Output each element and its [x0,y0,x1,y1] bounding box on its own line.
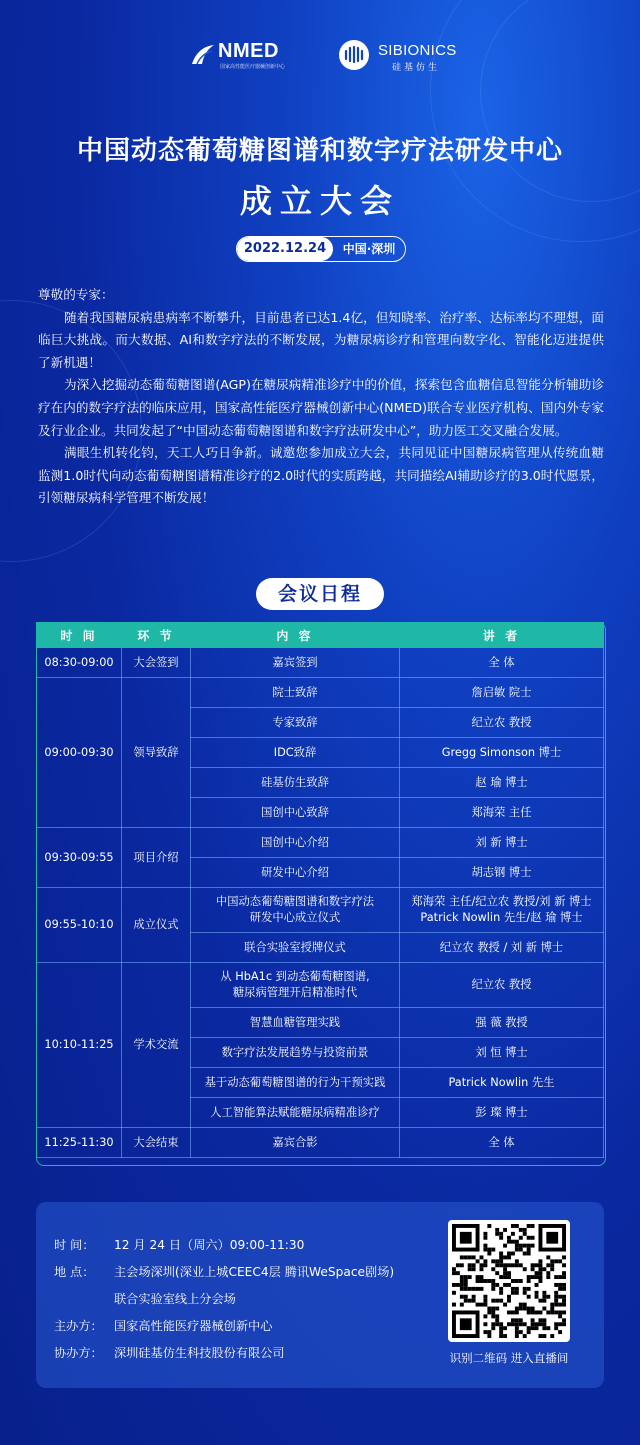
agenda-speaker: 强 薇 教授 [400,1008,604,1038]
qr-code-icon [452,1224,566,1338]
agenda-time: 09:55-10:10 [37,888,122,963]
agenda-speaker: 胡志钢 博士 [400,858,604,888]
page-title: 中国动态葡萄糖图谱和数字疗法研发中心 [76,136,563,166]
agenda-row [37,963,604,1008]
agenda-speaker: 纪立农 教授 [400,708,604,738]
agenda-header-row [37,623,604,648]
agenda-content: 联合实验室授牌仪式 [191,933,400,963]
agenda-content: 嘉宾签到 [191,648,400,678]
info-place-value: 主会场深圳(深业上城CEEC4层 腾讯WeSpace剧场) [114,1265,395,1279]
agenda-segment: 领导致辞 [122,678,191,828]
agenda-time: 09:30-09:55 [37,828,122,888]
agenda-content: 从 HbA1c 到动态葡萄糖图谱, 糖尿病管理开启精准时代 [191,963,400,1008]
agenda-time: 10:10-11:25 [37,963,122,1128]
agenda-segment: 成立仪式 [122,888,191,963]
qr-caption: 识别二维码 进入直播间 [449,1351,569,1365]
agenda-content: 人工智能算法赋能糖尿病精准诊疗 [191,1098,400,1128]
agenda-row [37,888,604,933]
agenda-heading: 会议日程 [256,578,384,610]
agenda-speaker: 彭 璨 博士 [400,1098,604,1128]
info-cohost-label: 协办方： [54,1346,103,1360]
nmed-subtitle: 国家高性能医疗器械创新中心 [220,64,286,70]
agenda-time: 11:25-11:30 [37,1128,122,1158]
sibionics-logo [338,38,458,74]
agenda-speaker: Patrick Nowlin 先生 [400,1068,604,1098]
info-host-value: 国家高性能医疗器械创新中心 [114,1319,273,1333]
agenda-speaker: 赵 瑜 博士 [400,768,604,798]
agenda-content: 数字疗法发展趋势与投资前景 [191,1038,400,1068]
event-info-panel [36,1202,604,1388]
agenda-time: 09:00-09:30 [37,678,122,828]
agenda-speaker: 郑海荣 主任/纪立农 教授/刘 新 博士 Patrick Nowlin 先生/赵 瑜 博士 [400,888,604,933]
sibionics-subtitle: 硅基仿生 [392,63,441,73]
nmed-wing-icon [190,42,216,68]
intro-paragraph: 为深入挖掘动态葡萄糖图谱(AGP)在糖尿病精准诊疗中的价值，探索包含血糖信息智能分析辅助诊疗在内的数字疗法的临床应用，国家高性能医疗器械创新中心(NMED)联合专业医疗机构、国内外专家及行业企业。共同发起了“中国动态葡萄糖图谱和数字疗法研发中心”，助力医工交叉融合发展。 [38,377,604,438]
nmed-wordmark: NMED [218,40,279,62]
info-place [54,1263,394,1280]
info-time-value: 12 月 24 日（周六）09:00-11:30 [114,1238,305,1252]
info-place-label: 地 点： [54,1265,95,1279]
agenda-content: 基于动态葡萄糖图谱的行为干预实践 [191,1068,400,1098]
invitation-text [38,284,604,510]
header-speaker: 讲 者 [400,623,604,648]
info-place-secondary: 联合实验室线上分会场 [114,1292,236,1306]
agenda-row [37,828,604,858]
agenda-segment: 项目介绍 [122,828,191,888]
info-cohost [54,1344,285,1361]
agenda-segment: 大会签到 [122,648,191,678]
info-cohost-value: 深圳硅基仿生科技股份有限公司 [114,1346,285,1360]
agenda-content: 院士致辞 [191,678,400,708]
agenda-segment: 大会结束 [122,1128,191,1158]
info-time-label: 时 间： [54,1238,95,1252]
agenda-content: 专家致辞 [191,708,400,738]
info-host-label: 主办方： [54,1319,103,1333]
agenda-content: 硅基仿生致辞 [191,768,400,798]
page-subtitle: 成立大会 [239,182,400,220]
agenda-speaker: 全 体 [400,648,604,678]
event-date: 2022.12.24 [237,237,333,261]
agenda-content: 智慧血糖管理实践 [191,1008,400,1038]
agenda-row [37,648,604,678]
sibionics-emblem-icon [338,39,370,71]
agenda-content: 中国动态葡萄糖图谱和数字疗法 研发中心成立仪式 [191,888,400,933]
logo-bar [0,38,640,78]
info-time [54,1236,304,1253]
agenda-content: 研发中心介绍 [191,858,400,888]
header-content: 内 容 [191,623,400,648]
intro-paragraph: 随着我国糖尿病患病率不断攀升，目前患者已达1.4亿，但知晓率、治疗率、达标率均不理想，面临巨大挑战。而大数据、AI和数字疗法的不断发展，为糖尿病诊疗和管理向数字化、智能化迈进提供了新机遇！ [38,309,604,370]
date-location-badge [236,236,406,262]
header-segment: 环 节 [122,623,191,648]
agenda-speaker: 刘 新 博士 [400,828,604,858]
agenda-table [36,622,604,1158]
agenda-speaker: 纪立农 教授 [400,963,604,1008]
agenda-row [37,1128,604,1158]
info-host [54,1317,272,1334]
agenda-speaker: 刘 恒 博士 [400,1038,604,1068]
agenda-speaker: Gregg Simonson 博士 [400,738,604,768]
agenda-speaker: 郑海荣 主任 [400,798,604,828]
nmed-logo [190,40,300,74]
agenda-segment: 学术交流 [122,963,191,1128]
agenda-content: 国创中心致辞 [191,798,400,828]
agenda-speaker: 纪立农 教授 / 刘 新 博士 [400,933,604,963]
intro-paragraph: 满眼生机转化钧，天工人巧日争新。诚邀您参加成立大会，共同见证中国糖尿病管理从传统血糖监测1.0时代向动态葡萄糖图谱精准诊疗的2.0时代的实质跨越，共同描绘AI辅助诊疗的3.0时代愿景，引领糖尿病科学管理不断发展！ [38,445,604,506]
sibionics-wordmark: SIBIONICS [378,42,457,59]
header-time: 时 间 [37,623,122,648]
agenda-content: 国创中心介绍 [191,828,400,858]
agenda-speaker: 詹启敏 院士 [400,678,604,708]
agenda-speaker: 全 体 [400,1128,604,1158]
agenda-content: 嘉宾合影 [191,1128,400,1158]
event-location: 中国·深圳 [342,242,396,256]
agenda-time: 08:30-09:00 [37,648,122,678]
greeting: 尊敬的专家： [38,287,114,302]
livestream-qr-code[interactable] [448,1220,570,1342]
agenda-content: IDC致辞 [191,738,400,768]
agenda-row [37,678,604,708]
